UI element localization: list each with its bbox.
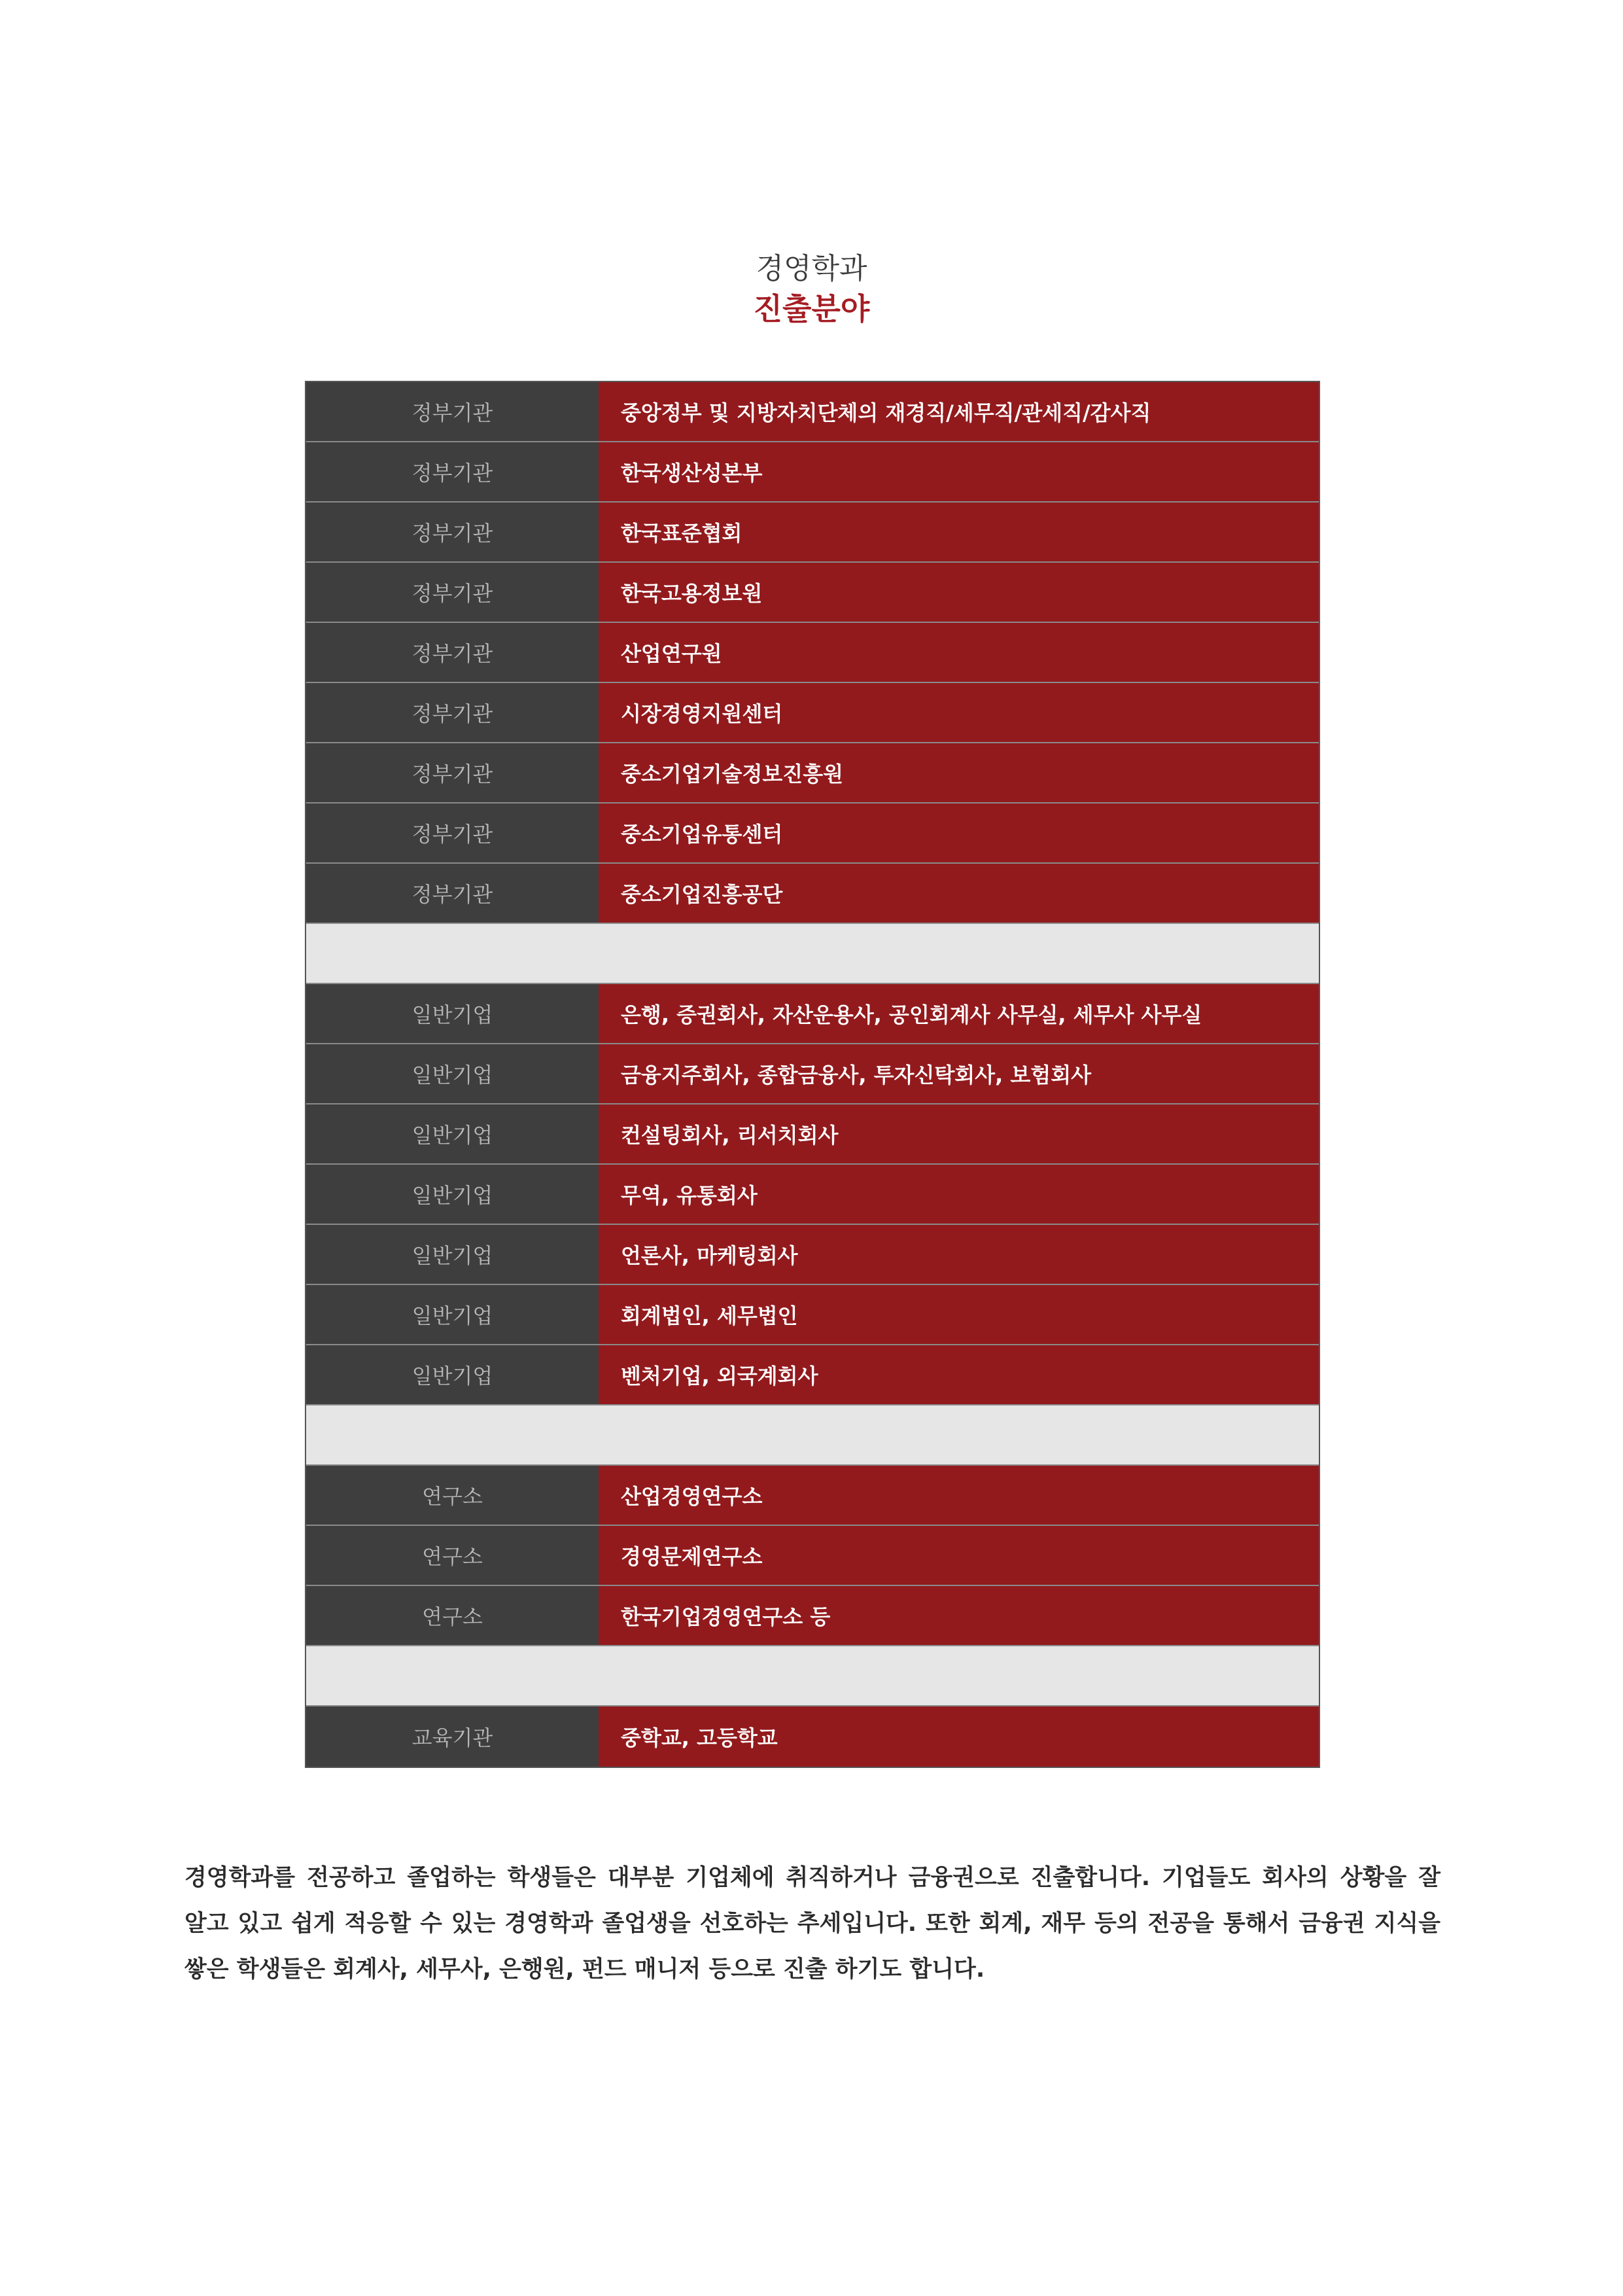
career-field-cell: 경영문제연구소 <box>599 1526 1319 1585</box>
group-spacer <box>306 1405 1319 1466</box>
career-field-cell: 한국표준협회 <box>599 503 1319 561</box>
table-row <box>306 1586 1319 1646</box>
table-row <box>306 804 1319 864</box>
career-field-cell: 은행, 증권회사, 자산운용사, 공인회계사 사무실, 세무사 사무실 <box>599 984 1319 1043</box>
table-row <box>306 1345 1319 1405</box>
category-cell: 일반기업 <box>306 1225 599 1284</box>
table-row <box>306 1044 1319 1104</box>
title-department: 경영학과 <box>756 252 867 285</box>
career-field-cell: 회계법인, 세무법인 <box>599 1285 1319 1344</box>
table-row <box>306 1466 1319 1526</box>
group-spacer <box>306 924 1319 984</box>
category-cell: 일반기업 <box>306 1104 599 1163</box>
category-cell: 정부기관 <box>306 743 599 802</box>
career-field-cell: 중소기업유통센터 <box>599 804 1319 862</box>
career-field-cell: 한국고용정보원 <box>599 563 1319 622</box>
career-field-cell: 벤처기업, 외국계회사 <box>599 1345 1319 1404</box>
career-field-cell: 한국생산성본부 <box>599 442 1319 501</box>
career-field-cell: 한국기업경영연구소 등 <box>599 1586 1319 1645</box>
page-title <box>0 250 1623 329</box>
table-row <box>306 1706 1319 1767</box>
category-cell: 정부기관 <box>306 563 599 622</box>
category-cell: 정부기관 <box>306 382 599 441</box>
category-cell: 연구소 <box>306 1466 599 1525</box>
career-field-cell: 중학교, 고등학교 <box>599 1706 1319 1767</box>
title-career-fields: 진출분야 <box>753 291 870 327</box>
career-field-cell: 금융지주회사, 종합금융사, 투자신탁회사, 보험회사 <box>599 1044 1319 1103</box>
category-cell: 일반기업 <box>306 1044 599 1103</box>
career-field-cell: 중앙정부 및 지방자치단체의 재경직/세무직/관세직/감사직 <box>599 382 1319 441</box>
category-cell: 정부기관 <box>306 442 599 501</box>
table-row <box>306 743 1319 804</box>
career-field-cell: 무역, 유통회사 <box>599 1165 1319 1224</box>
career-field-cell: 컨설팅회사, 리서치회사 <box>599 1104 1319 1163</box>
career-field-cell: 언론사, 마케팅회사 <box>599 1225 1319 1284</box>
table-row <box>306 623 1319 683</box>
category-cell: 연구소 <box>306 1526 599 1585</box>
career-field-cell: 중소기업기술정보진흥원 <box>599 743 1319 802</box>
table-row <box>306 1104 1319 1165</box>
category-cell: 일반기업 <box>306 1165 599 1224</box>
category-cell: 일반기업 <box>306 1285 599 1344</box>
table-row <box>306 1225 1319 1285</box>
category-cell: 일반기업 <box>306 984 599 1043</box>
category-cell: 정부기관 <box>306 804 599 862</box>
table-row <box>306 442 1319 503</box>
career-fields-table <box>305 381 1320 1768</box>
table-row <box>306 563 1319 623</box>
table-row <box>306 382 1319 442</box>
table-row <box>306 1165 1319 1225</box>
table-row <box>306 1285 1319 1345</box>
category-cell: 정부기관 <box>306 683 599 742</box>
table-row <box>306 503 1319 563</box>
career-field-cell: 산업경영연구소 <box>599 1466 1319 1525</box>
category-cell: 정부기관 <box>306 623 599 682</box>
description-paragraph: 경영학과를 전공하고 졸업하는 학생들은 대부분 기업체에 취직하거나 금융권으로 진출합니다. 기업들도 회사의 상황을 잘 알고 있고 쉽게 적응할 수 있는 경영학과 졸업생을 선호하는 추세입니다. 또한 회계, 재무 등의 전공을 통해서 금융권 지식을 쌓은 학생들은 회계사, 세무사, 은행원, 펀드 매니저 등으로 진출 하기도 합니다. <box>184 1865 1440 1983</box>
category-cell: 정부기관 <box>306 864 599 923</box>
career-field-cell: 중소기업진흥공단 <box>599 864 1319 923</box>
category-cell: 교육기관 <box>306 1706 599 1767</box>
category-cell: 일반기업 <box>306 1345 599 1404</box>
table-row <box>306 683 1319 743</box>
group-spacer <box>306 1646 1319 1706</box>
table-row <box>306 864 1319 924</box>
table-row <box>306 984 1319 1044</box>
career-field-cell: 시장경영지원센터 <box>599 683 1319 742</box>
table-row <box>306 1526 1319 1586</box>
career-field-cell: 산업연구원 <box>599 623 1319 682</box>
category-cell: 정부기관 <box>306 503 599 561</box>
category-cell: 연구소 <box>306 1586 599 1645</box>
